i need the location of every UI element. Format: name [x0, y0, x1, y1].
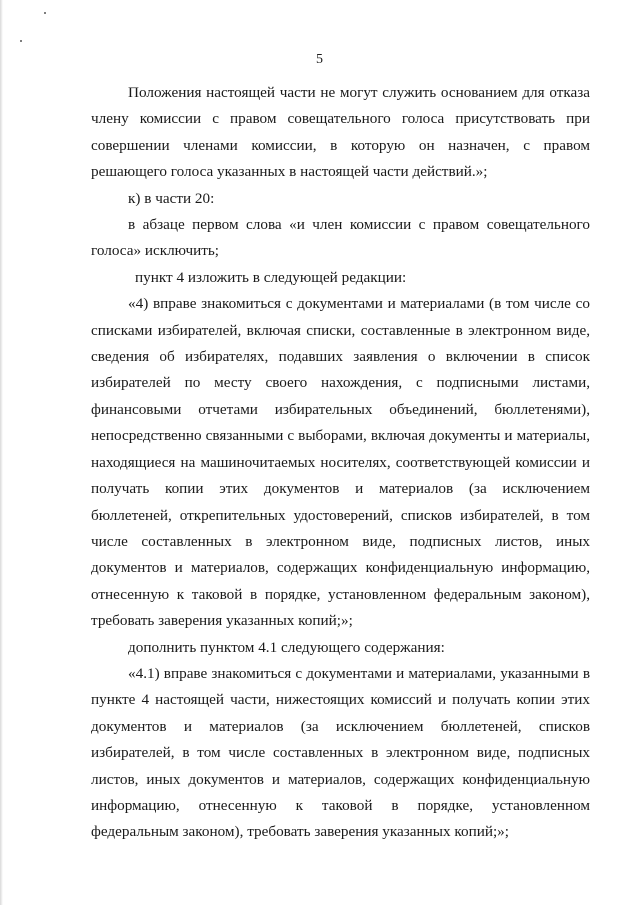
paragraph-item-4-intro: пункт 4 изложить в следующей редакции:: [135, 268, 407, 286]
paragraph-item-4-1: «4.1) вправе знакомиться с документами и материалами, указанными в пункте 4 настоящей части, нижестоящих комиссий и получать копии этих документов и материалов (за исключением бюллетеней, списков избирателей, в том числе составленных в электронном виде, подписных листов, иных документов и материалов, содержащих конфиденциальную информацию, отнесенную к таковой в порядке, установленном федеральным законом), требовать заверения указанных копий;»;: [91, 664, 590, 841]
scan-speck: [44, 12, 46, 14]
paragraph-provisions: Положения настоящей части не могут служить основанием для отказа члену комиссии с правом совещательного голоса присутствовать при совершении членами комиссии, в которую он назначен, с правом решающего голоса указанных в настоящей части действий.»;: [91, 84, 590, 181]
paragraph-first-clause: в абзаце первом слова «и член комиссии с правом совещательного голоса» исключить;: [91, 216, 590, 260]
scan-page-edge: [0, 0, 3, 905]
paragraph-part-20: к) в части 20:: [128, 189, 215, 207]
paragraph-item-4: «4) вправе знакомиться с документами и материалами (в том числе со списками избирателей, включая списки, составленные в электронном виде, сведения об избирателях, подавших заявления о включении в список избирателей по месту своего нахождения, с подписными листами, финансовыми отчетами избирательных объединений, бюллетенями), непосредственно связанными с выборами, включая документы и материалы, находящиеся на машиночитаемых носителях, соответствующей комиссии и получать копии этих документов и материалов (за исключением бюллетеней, открепительных удостоверений, списков избирателей, в том числе составленных в электронном виде, подписных листов, иных документов и материалов, содержащих конфиденциальную информацию, отнесенную к таковой в порядке, установленном федеральным законом), требовать заверения указанных копий;»;: [91, 295, 590, 630]
document-body: [91, 80, 590, 846]
scan-speck: [20, 40, 22, 42]
page-number: 5: [316, 52, 323, 67]
paragraph-item-4-1-intro: дополнить пунктом 4.1 следующего содержания:: [128, 638, 445, 656]
